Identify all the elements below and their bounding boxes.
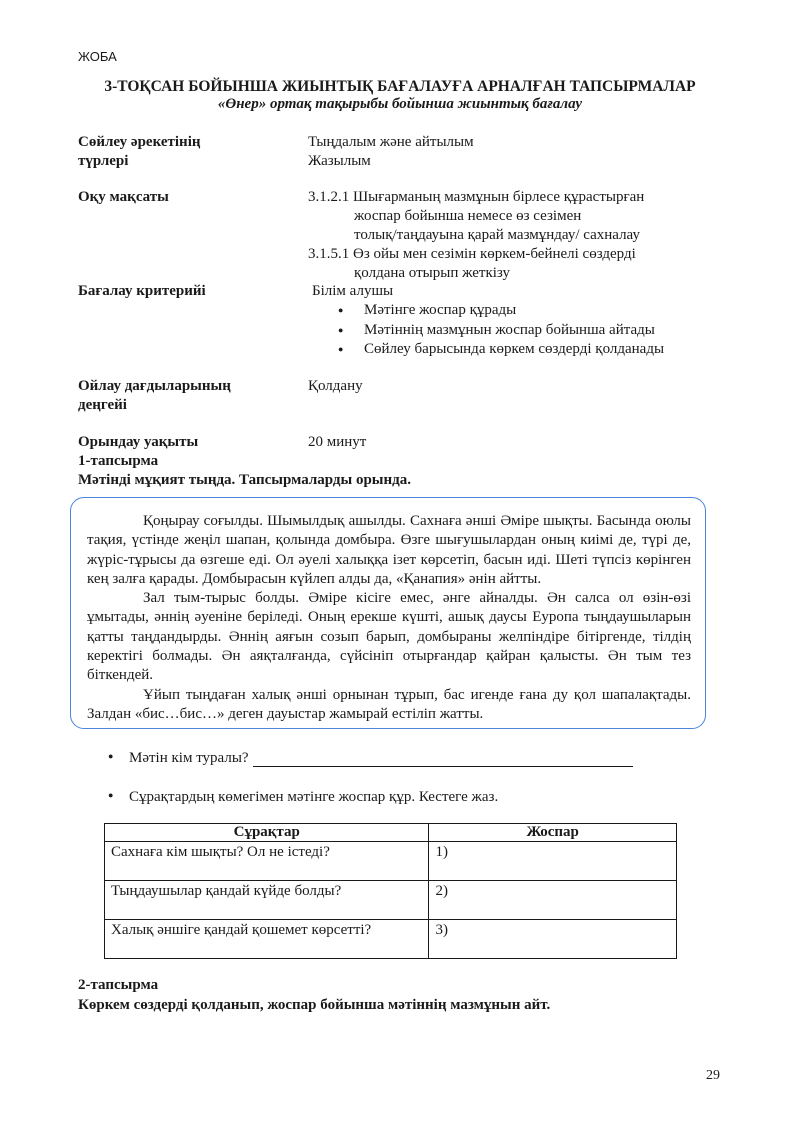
column-header-questions: Сұрақтар — [105, 824, 429, 842]
criteria-label: Бағалау критерийі — [78, 283, 206, 299]
criteria-list — [338, 301, 732, 360]
criteria-item: ● Мәтінге жоспар құрады — [338, 301, 732, 321]
learning-goals-value: 3.1.2.1 Шығарманың мазмұнын бірлесе құрастырған жоспар бойынша немесе өз сезімен толық/таңдауына қарай мазмұндау/ сахналау 3.1.5.1 Өз ойы мен сезімін көркем-бейнелі сөздерді қолдана отырып жеткізу — [308, 189, 645, 281]
question-cell: Сахнаға кім шықты? Ол не істеді? — [105, 842, 429, 881]
question-text: Мәтін кім туралы? — [129, 750, 249, 766]
table-row — [105, 842, 677, 881]
plan-answer-cell[interactable]: 1) — [429, 842, 677, 881]
page-subtitle: «Өнер» ортақ тақырыбы бойынша жиынтық бағалау — [217, 96, 583, 112]
task1-heading: 1-тапсырма — [78, 453, 159, 469]
criteria-value: Білім алушы ● Мәтінге жоспар құрады ● Мәтіннің мазмұнын жоспар бойынша айтады ● Сөйлеу барысында көркем сөздерді қолданады — [312, 282, 732, 360]
thinking-skills-value: Қолдану — [308, 378, 363, 394]
answer-blank-line[interactable] — [253, 752, 633, 767]
question-who-about — [108, 750, 668, 770]
page-number: 29 — [706, 1068, 720, 1083]
speech-types-label: Сөйлеу әрекетінің түрлері — [78, 134, 201, 169]
question-cell: Халық әншіге қандай қошемет көрсетті? — [105, 920, 429, 959]
bullet-icon: ● — [108, 790, 114, 800]
question-make-plan — [108, 789, 668, 809]
reading-paragraph: Ұйып тыңдаған халық әнші орнынан тұрып, бас игенде ғана ду қол шапалақтады. Залдан «бис…бис…» деген дауыстар жамырай естіліп жатты. — [87, 686, 691, 722]
table-row — [105, 920, 677, 959]
thinking-skills-label: Ойлау дағдыларының деңгейі — [78, 378, 231, 413]
reading-paragraph: Қоңырау соғылды. Шымылдық ашылды. Сахнаға әнші Әміре шықты. Басында оюлы тақия, үстінде жеңіл шапан, қолында домбыра. Өзге шығушылардан оның киімі де, түрі де, жүріс-тұрысы да өзгеше еді. Ол әуелі халыққа ізет көрсетіп, басын иді. Шеті түпсіз көрінген кең залға қарады. Домбырасын күйлеп алды да, «Қанапия» әнін айтты. — [87, 513, 691, 587]
bullet-icon: ● — [108, 751, 114, 761]
task2-heading: 2-тапсырма — [78, 977, 159, 993]
question-text: Сұрақтардың көмегімен мәтінге жоспар құр. Кестеге жаз. — [129, 789, 499, 805]
column-header-plan: Жоспар — [429, 824, 677, 842]
reading-paragraph: Зал тым-тырыс болды. Әміре кісіге емес, әнге айналды. Ән салса ол өзін-өзі ұмытады, әннің әуеніне беріледі. Оның ерекше күшті, ашық даусы Еуропа тыңдаушыларын қатты таңдандырды. Әннің аяғын созып барып, домбыраны желпіндіре бітіргенде, тілдің керектігі болмады. Ән аяқталғанда, сүйсініп отырғандар қайран қалысты. Ән тым тез біткендей. — [87, 590, 691, 684]
criteria-item: ● Сөйлеу барысында көркем сөздерді қолданады — [338, 340, 732, 360]
draft-mark: ЖОБА — [78, 49, 117, 64]
task1-instruction: Мәтінді мұқият тыңда. Тапсырмаларды орында. — [78, 472, 411, 488]
page-title: 3-ТОҚСАН БОЙЫНША ЖИЫНТЫҚ БАҒАЛАУҒА АРНАЛҒАН ТАПСЫРМАЛАР — [104, 78, 696, 95]
speech-types-value: Тыңдалым және айтылым Жазылым — [308, 134, 474, 169]
plan-answer-cell[interactable]: 3) — [429, 920, 677, 959]
plan-table — [104, 823, 677, 959]
question-cell: Тыңдаушылар қандай күйде болды? — [105, 881, 429, 920]
criteria-item: ● Мәтіннің мазмұнын жоспар бойынша айтады — [338, 321, 732, 341]
table-header-row — [105, 824, 677, 842]
time-label: Орындау уақыты — [78, 434, 199, 450]
reading-text-box — [70, 497, 706, 729]
task2-instruction: Көркем сөздерді қолданып, жоспар бойынша мәтіннің мазмұнын айт. — [78, 997, 551, 1013]
table-row — [105, 881, 677, 920]
time-value: 20 минут — [308, 434, 367, 450]
learning-goals-label: Оқу мақсаты — [78, 189, 169, 205]
plan-answer-cell[interactable]: 2) — [429, 881, 677, 920]
